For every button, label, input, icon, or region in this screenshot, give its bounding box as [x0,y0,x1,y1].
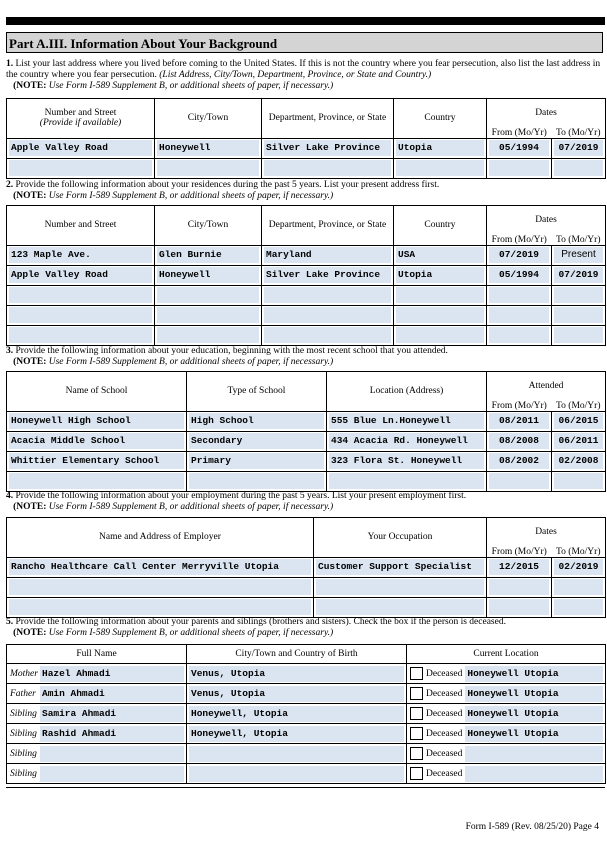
q4-employer-cell [7,557,314,577]
table-row [7,471,606,491]
q4-table [6,517,606,618]
q4-from-cell [487,557,552,577]
q2-to-cell [552,265,606,285]
q3-name-cell [7,431,187,451]
q2-street-cell [7,245,155,265]
q5-location-field[interactable]: Honeywell Utopia [465,686,603,702]
q3-name-field[interactable]: Whittier Elementary School [9,453,184,469]
q2-from-cell [487,285,552,305]
q2-note-label: (NOTE: [13,191,47,201]
q1-col-city: City/Town [155,99,262,139]
q1-to-field[interactable] [554,160,603,176]
q5-name-cell [7,724,187,744]
q2-to-field[interactable] [554,327,603,343]
table-row [7,431,606,451]
q1-note: Use Form I-589 Supplement B, or additional sheets of paper, if necessary.) [48,81,334,91]
q2-street-field[interactable] [9,327,152,343]
deceased-checkbox[interactable] [410,667,423,680]
table-row [7,325,606,345]
part-title: Part A.III. Information About Your Background [6,32,603,53]
q3-location-cell [327,451,487,471]
q3-to-field[interactable] [554,473,603,489]
q2-to-cell [552,325,606,345]
q2-street-field[interactable] [9,287,152,303]
table-row [7,744,606,764]
q5-location-cell [407,664,606,684]
table-row [7,245,606,265]
q3-name-field[interactable]: Honeywell High School [9,413,184,429]
q2-country-cell [394,305,487,325]
q2-from-cell [487,245,552,265]
q4-note-label: (NOTE: [13,502,47,512]
q1-text [6,59,604,92]
q5-name-cell [7,664,187,684]
q4-occupation-field[interactable] [316,579,484,595]
q3-type-cell [187,471,327,491]
q5-location-field[interactable] [465,746,603,762]
q5-col-name: Full Name [7,645,187,664]
q2-dept-field[interactable]: Silver Lake Province [264,267,391,283]
q2-city-field[interactable] [157,327,259,343]
q4-prompt: Provide the following information about your employment during the past 5 years. List your present employment first. [15,491,467,501]
q5-prompt: Provide the following information about your parents and siblings (brothers and sisters). Check the box if the person is deceased. [15,617,506,627]
q4-from-field[interactable] [489,579,549,595]
q4-to-field[interactable]: 02/2019 [554,559,603,575]
q3-type-cell [187,411,327,431]
q4-col-employer: Name and Address of Employer [7,518,314,558]
q5-birth-field[interactable]: Venus, Utopia [189,666,404,682]
q2-country-field[interactable]: USA [396,247,484,263]
q5-col-birth: City/Town and Country of Birth [187,645,407,664]
q5-location-field[interactable] [465,766,603,782]
q2-city-cell [155,285,262,305]
q3-location-cell [327,431,487,451]
q2-dept-cell [262,265,394,285]
q2-country-cell [394,325,487,345]
q1-col-to: To (Mo/Yr) [552,128,606,139]
deceased-label: Deceased [426,768,463,779]
q5-birth-cell [187,684,407,704]
q3-text [6,346,604,368]
q3-name-cell [7,411,187,431]
q1-city-cell [155,158,262,178]
q2-to-cell [552,305,606,325]
q1-from-field[interactable] [489,160,549,176]
q4-from-cell [487,577,552,597]
q2-street-field[interactable]: 123 Maple Ave. [9,247,152,263]
table-row [7,704,606,724]
q1-city-field[interactable] [157,160,259,176]
relation-label: Sibling [10,768,37,779]
q2-street-cell [7,305,155,325]
table-row [7,265,606,285]
q2-from-field[interactable]: 07/2019 [489,247,549,263]
q1-from-field[interactable]: 05/1994 [489,140,549,156]
q1-country-field[interactable] [396,160,484,176]
table-row [7,577,606,597]
q1-col-from: From (Mo/Yr) [487,128,552,139]
q3-location-cell [327,411,487,431]
q2-prompt: Provide the following information about your residences during the past 5 years. List your present address first. [15,180,440,190]
q3-to-cell [552,451,606,471]
q5-location-cell [407,704,606,724]
q2-dept-field[interactable] [264,307,391,323]
q2-text [6,180,604,202]
q2-from-cell [487,265,552,285]
table-row [7,664,606,684]
table-row [7,724,606,744]
q2-to-field[interactable] [554,287,603,303]
table-row [7,411,606,431]
q1-dept-field[interactable]: Silver Lake Province [264,140,391,156]
q4-col-to: To (Mo/Yr) [552,547,606,558]
footer-rule [6,787,605,788]
q3-type-field[interactable]: Primary [189,453,324,469]
q5-location-cell [407,684,606,704]
q2-city-field[interactable] [157,307,259,323]
q5-name-field[interactable]: Rashid Ahmadi [40,726,184,742]
q4-occupation-field[interactable] [316,599,484,615]
q3-to-cell [552,431,606,451]
q1-city-field[interactable]: Honeywell [157,140,259,156]
q1-country-cell [394,138,487,158]
q5-location-cell [407,724,606,744]
q2-col-country: Country [394,206,487,246]
q5-birth-cell [187,744,407,764]
q1-street-field[interactable]: Apple Valley Road [9,140,152,156]
q1-to-cell [552,138,606,158]
q3-col-attended: Attended [487,372,606,401]
q4-employer-cell [7,577,314,597]
q5-birth-field[interactable] [189,746,404,762]
q2-dept-field[interactable]: Maryland [264,247,391,263]
q2-note: Use Form I-589 Supplement B, or additional sheets of paper, if necessary.) [48,191,334,201]
q5-location-field[interactable]: Honeywell Utopia [465,726,603,742]
q1-from-cell [487,158,552,178]
q4-from-field[interactable] [489,599,549,615]
q5-location-field[interactable]: Honeywell Utopia [465,666,603,682]
q3-note: Use Form I-589 Supplement B, or additional sheets of paper, if necessary.) [48,357,334,367]
q3-table [6,371,606,492]
q2-col-street: Number and Street [7,206,155,246]
q2-from-cell [487,325,552,345]
q1-number: 1. [6,59,14,69]
relation-label: Sibling [10,748,37,759]
q5-birth-cell [187,664,407,684]
q4-to-cell [552,597,606,617]
q5-note-label: (NOTE: [13,628,47,638]
table-row [7,158,606,178]
q3-type-cell [187,451,327,471]
q4-occupation-cell [314,597,487,617]
q1-country-field[interactable]: Utopia [396,140,484,156]
table-row [7,285,606,305]
q5-name-cell [7,684,187,704]
q3-col-type: Type of School [187,372,327,412]
table-row [7,138,606,158]
q5-birth-cell [187,764,407,784]
q1-to-cell [552,158,606,178]
q4-from-cell [487,597,552,617]
q5-name-cell [7,704,187,724]
q2-from-field[interactable]: 05/1994 [489,267,549,283]
q5-name-field[interactable]: Samira Ahmadi [40,706,184,722]
deceased-checkbox[interactable] [410,687,423,700]
q3-to-field[interactable]: 06/2011 [554,433,603,449]
q1-to-field[interactable]: 07/2019 [554,140,603,156]
q2-dept-field[interactable] [264,287,391,303]
q1-col-street: Number and Street (Provide if available) [7,99,155,139]
q1-dept-cell [262,138,394,158]
q1-street-cell [7,158,155,178]
q2-dept-cell [262,305,394,325]
table-row [7,557,606,577]
q4-note: Use Form I-589 Supplement B, or additional sheets of paper, if necessary.) [48,502,334,512]
deceased-checkbox[interactable] [410,767,423,780]
q3-from-cell [487,431,552,451]
q5-text [6,617,604,639]
deceased-label: Deceased [426,748,463,759]
relation-label: Father [10,688,36,699]
q3-from-field[interactable]: 08/2008 [489,433,549,449]
q5-name-cell [7,744,187,764]
q3-type-field[interactable] [189,473,324,489]
q5-location-field[interactable]: Honeywell Utopia [465,706,603,722]
q2-col-city: City/Town [155,206,262,246]
q3-col-from: From (Mo/Yr) [487,401,552,412]
q5-number: 5. [6,617,14,627]
q3-location-field[interactable]: 323 Flora St. Honeywell [329,453,484,469]
deceased-checkbox[interactable] [410,727,423,740]
deceased-label: Deceased [426,728,463,739]
q4-to-field[interactable] [554,579,603,595]
q5-table [6,644,606,784]
q4-to-cell [552,557,606,577]
q3-name-field[interactable]: Acacia Middle School [9,433,184,449]
q2-col-to: To (Mo/Yr) [552,235,606,246]
q2-city-field[interactable]: Honeywell [157,267,259,283]
q4-number: 4. [6,491,14,501]
q3-name-field[interactable] [9,473,184,489]
q5-birth-cell [187,704,407,724]
q5-name-field[interactable]: Hazel Ahmadi [40,666,184,682]
q2-dept-cell [262,245,394,265]
q2-to-field[interactable]: 07/2019 [554,267,603,283]
q4-to-cell [552,577,606,597]
q2-from-field[interactable] [489,287,549,303]
q2-dept-field[interactable] [264,327,391,343]
q2-street-cell [7,325,155,345]
q4-employer-field[interactable] [9,579,311,595]
q3-from-cell [487,451,552,471]
q2-to-field[interactable] [554,307,603,323]
q2-country-cell [394,285,487,305]
q3-from-field[interactable]: 08/2011 [489,413,549,429]
table-row [7,764,606,784]
q2-street-field[interactable]: Apple Valley Road [9,267,152,283]
q1-street-field[interactable] [9,160,152,176]
deceased-checkbox[interactable] [410,747,423,760]
q2-country-cell [394,265,487,285]
q1-col-dates: Dates [487,99,606,128]
q3-col-name: Name of School [7,372,187,412]
q4-employer-field[interactable] [9,599,311,615]
q5-name-field[interactable] [40,766,184,782]
q3-prompt: Provide the following information about your education, beginning with the most recent school that you attended. [15,346,448,356]
q2-city-cell [155,245,262,265]
q5-note: Use Form I-589 Supplement B, or additional sheets of paper, if necessary.) [48,628,334,638]
q1-country-cell [394,158,487,178]
q2-to-cell [552,285,606,305]
q5-name-field[interactable]: Amin Ahmadi [40,686,184,702]
q5-birth-field[interactable]: Venus, Utopia [189,686,404,702]
q3-from-field[interactable] [489,473,549,489]
q2-table [6,205,606,346]
q3-note-label: (NOTE: [13,357,47,367]
q2-to-field[interactable]: Present [554,247,603,263]
q3-to-field[interactable]: 06/2015 [554,413,603,429]
relation-label: Mother [10,668,38,679]
q2-to-cell [552,245,606,265]
q2-number: 2. [6,180,14,190]
q3-number: 3. [6,346,14,356]
q2-country-cell [394,245,487,265]
q2-from-field[interactable] [489,327,549,343]
q4-occupation-field[interactable]: Customer Support Specialist [316,559,484,575]
table-row [7,451,606,471]
q3-col-location: Location (Address) [327,372,487,412]
q4-from-field[interactable]: 12/2015 [489,559,549,575]
q2-city-field[interactable]: Glen Burnie [157,247,259,263]
q2-street-cell [7,265,155,285]
q1-from-cell [487,138,552,158]
top-rule [6,17,605,25]
q3-type-field[interactable]: High School [189,413,324,429]
q2-col-dept: Department, Province, or State [262,206,394,246]
q3-type-field[interactable]: Secondary [189,433,324,449]
q3-location-field[interactable]: 555 Blue Ln.Honeywell [329,413,484,429]
q5-name-field[interactable] [40,746,184,762]
q1-table [6,98,606,179]
q1-note-label: (NOTE: [13,81,47,91]
q2-dept-cell [262,325,394,345]
relation-label: Sibling [10,708,37,719]
deceased-checkbox[interactable] [410,707,423,720]
q3-type-cell [187,431,327,451]
q1-city-cell [155,138,262,158]
deceased-label: Deceased [426,708,463,719]
q5-birth-field[interactable] [189,766,404,782]
q3-location-cell [327,471,487,491]
q5-col-location: Current Location [407,645,606,664]
q5-name-cell [7,764,187,784]
form-footer: Form I-589 (Rev. 08/25/20) Page 4 [465,822,599,832]
q2-street-field[interactable] [9,307,152,323]
q4-col-from: From (Mo/Yr) [487,547,552,558]
q4-occupation-cell [314,557,487,577]
q2-from-field[interactable] [489,307,549,323]
q3-from-field[interactable]: 08/2002 [489,453,549,469]
q5-birth-field[interactable]: Honeywell, Utopia [189,706,404,722]
q3-to-cell [552,411,606,431]
q2-col-from: From (Mo/Yr) [487,235,552,246]
q2-street-cell [7,285,155,305]
q2-col-dates: Dates [487,206,606,235]
q3-name-cell [7,451,187,471]
q5-birth-field[interactable]: Honeywell, Utopia [189,726,404,742]
q5-location-cell [407,744,606,764]
q5-location-cell [407,764,606,784]
q2-city-cell [155,325,262,345]
q2-country-field[interactable]: Utopia [396,267,484,283]
q1-prompt: List your last address where you lived before coming to the United States. If this is not the country where you fear persecution, also list the last address in the country where you fear persecution. [6,59,601,80]
q3-from-cell [487,471,552,491]
q3-name-cell [7,471,187,491]
q1-street-cell [7,138,155,158]
q2-dept-cell [262,285,394,305]
table-row [7,305,606,325]
q1-dept-field[interactable] [264,160,391,176]
q1-dept-cell [262,158,394,178]
relation-label: Sibling [10,728,37,739]
q3-col-to: To (Mo/Yr) [552,401,606,412]
q2-city-cell [155,305,262,325]
q4-occupation-cell [314,577,487,597]
q3-to-field[interactable]: 02/2008 [554,453,603,469]
q1-col-country: Country [394,99,487,139]
q3-from-cell [487,411,552,431]
q2-city-cell [155,265,262,285]
q2-city-field[interactable] [157,287,259,303]
q2-country-field[interactable] [396,327,484,343]
q3-location-field[interactable] [329,473,484,489]
deceased-label: Deceased [426,688,463,699]
deceased-label: Deceased [426,668,463,679]
q4-col-occupation: Your Occupation [314,518,487,558]
q4-employer-field[interactable]: Rancho Healthcare Call Center Merryville Utopia [9,559,311,575]
table-row [7,684,606,704]
q4-to-field[interactable] [554,599,603,615]
q4-col-dates: Dates [487,518,606,547]
q3-to-cell [552,471,606,491]
q2-from-cell [487,305,552,325]
q1-col-dept: Department, Province, or State [262,99,394,139]
table-row [7,597,606,617]
q5-birth-cell [187,724,407,744]
q4-employer-cell [7,597,314,617]
q2-country-field[interactable] [396,307,484,323]
q3-location-field[interactable]: 434 Acacia Rd. Honeywell [329,433,484,449]
q1-italic: (List Address, City/Town, Department, Province, or State and Country.) [159,70,432,80]
q4-text [6,491,604,513]
q2-country-field[interactable] [396,287,484,303]
